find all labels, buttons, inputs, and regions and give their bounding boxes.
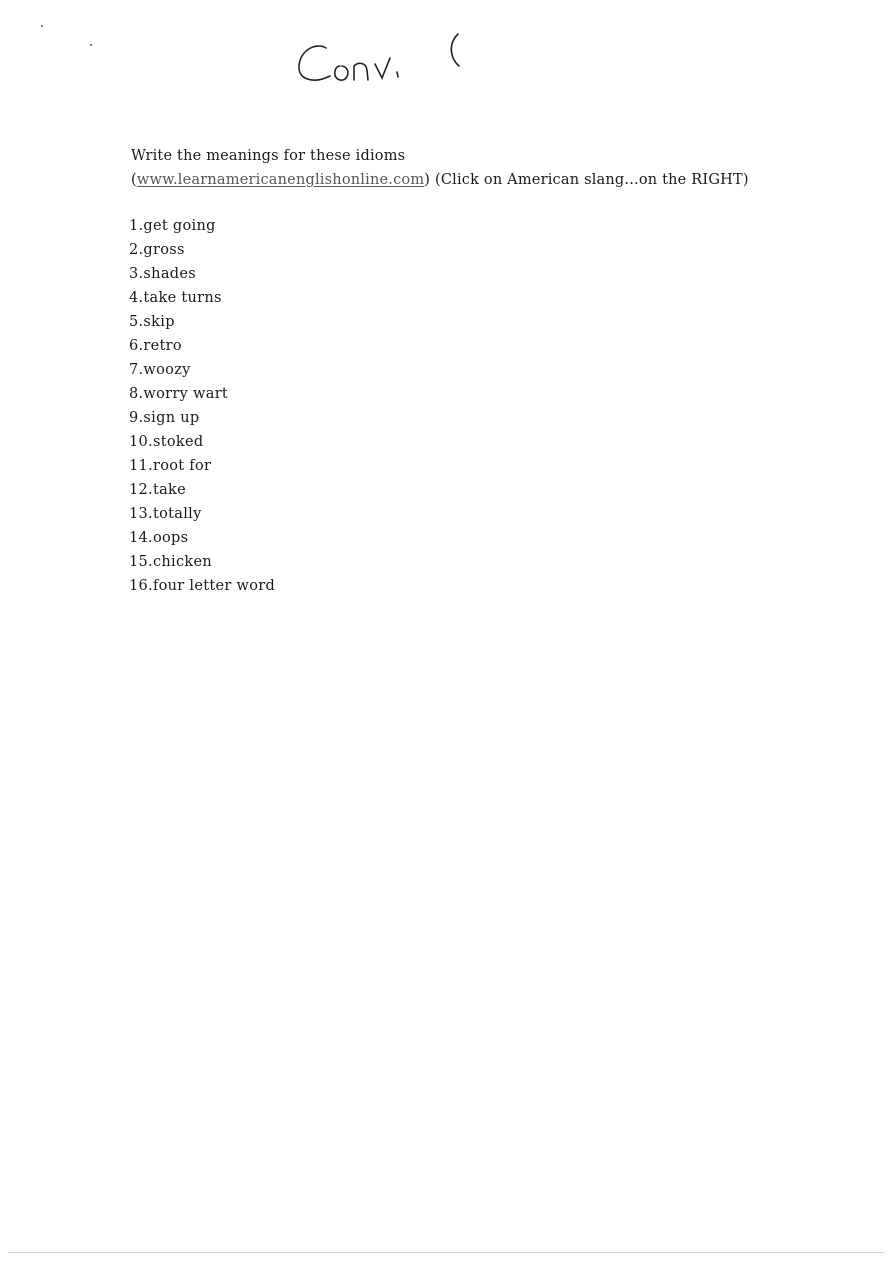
instructions-line: Write the meanings for these idioms xyxy=(131,148,406,164)
list-item: 13.totally xyxy=(129,506,202,522)
list-item: 14.oops xyxy=(129,530,189,546)
scan-speck xyxy=(41,25,43,27)
idiom-list xyxy=(129,214,275,598)
list-item: 16.four letter word xyxy=(129,578,276,594)
instructions xyxy=(131,144,749,192)
list-item: 5.skip xyxy=(129,314,175,330)
website-link[interactable]: www.learnamericanenglishonline.com xyxy=(136,172,425,188)
list-item: 12.take xyxy=(129,482,186,498)
paren-open: ( xyxy=(131,172,137,188)
list-item: 1.get going xyxy=(129,218,216,234)
list-item: 3.shades xyxy=(129,266,196,282)
scan-speck xyxy=(90,44,92,46)
list-item: 10.stoked xyxy=(129,434,204,450)
instructions-hint: ) (Click on American slang...on the RIGHT) xyxy=(424,172,749,188)
list-item: 4.take turns xyxy=(129,290,222,306)
list-item: 15.chicken xyxy=(129,554,212,570)
instructions-link-line xyxy=(131,168,749,192)
list-item: 6.retro xyxy=(129,338,182,354)
list-item: 7.woozy xyxy=(129,362,191,378)
list-item: 11.root for xyxy=(129,458,212,474)
list-item: 9.sign up xyxy=(129,410,200,426)
list-item: 8.worry wart xyxy=(129,386,229,402)
handwritten-note xyxy=(292,28,472,90)
page-edge-line xyxy=(8,1252,885,1253)
list-item: 2.gross xyxy=(129,242,185,258)
